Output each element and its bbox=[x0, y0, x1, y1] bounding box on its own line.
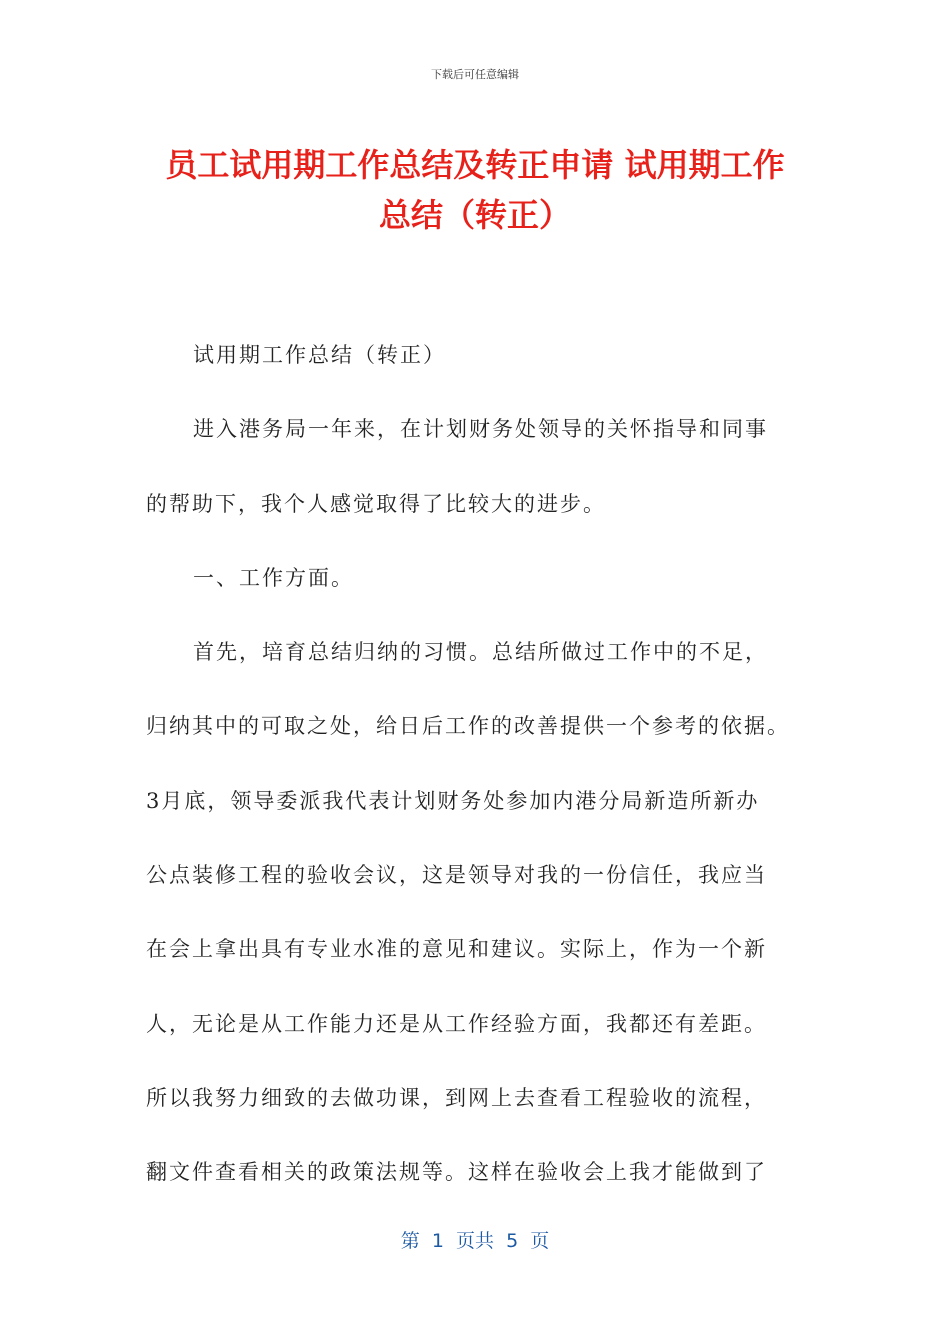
title-line-2: 总结（转正） bbox=[378, 196, 571, 234]
document-body bbox=[146, 318, 806, 1210]
paragraph-line: 试用期工作总结（转正） bbox=[193, 343, 446, 367]
page-number: 第 1 页共 5 页 bbox=[400, 1230, 550, 1252]
paragraph-line: 首先，培育总结归纳的习惯。总结所做过工作中的不足， bbox=[193, 640, 768, 665]
paragraph-line: 公点装修工程的验收会议，这是领导对我的一份信任，我应当 bbox=[146, 863, 767, 888]
paragraph-line: 进入港务局一年来，在计划财务处领导的关怀指导和同事 bbox=[193, 417, 768, 442]
header-note: 下载后可任意编辑 bbox=[431, 68, 519, 81]
paragraph-line: 的帮助下，我个人感觉取得了比较大的进步。 bbox=[146, 491, 606, 516]
paragraph-line: 人，无论是从工作能力还是从工作经验方面，我都还有差距。 bbox=[146, 1011, 767, 1036]
paragraph-line: 一、工作方面。 bbox=[193, 565, 354, 590]
title-line-1: 员工试用期工作总结及转正申请 试用期工作 bbox=[165, 146, 785, 184]
paragraph-line: 3月底，领导委派我代表计划财务处参加内港分局新造所新办 bbox=[146, 788, 760, 813]
paragraph-line: 翻文件查看相关的政策法规等。这样在验收会上我才能做到了 bbox=[146, 1160, 767, 1185]
paragraph-line: 在会上拿出具有专业水准的意见和建议。实际上，作为一个新 bbox=[146, 937, 767, 962]
paragraph-line: 所以我努力细致的去做功课，到网上去查看工程验收的流程， bbox=[146, 1085, 767, 1110]
paragraph-line: 归纳其中的可取之处，给日后工作的改善提供一个参考的依据。 bbox=[146, 714, 790, 739]
document-title bbox=[120, 140, 830, 240]
